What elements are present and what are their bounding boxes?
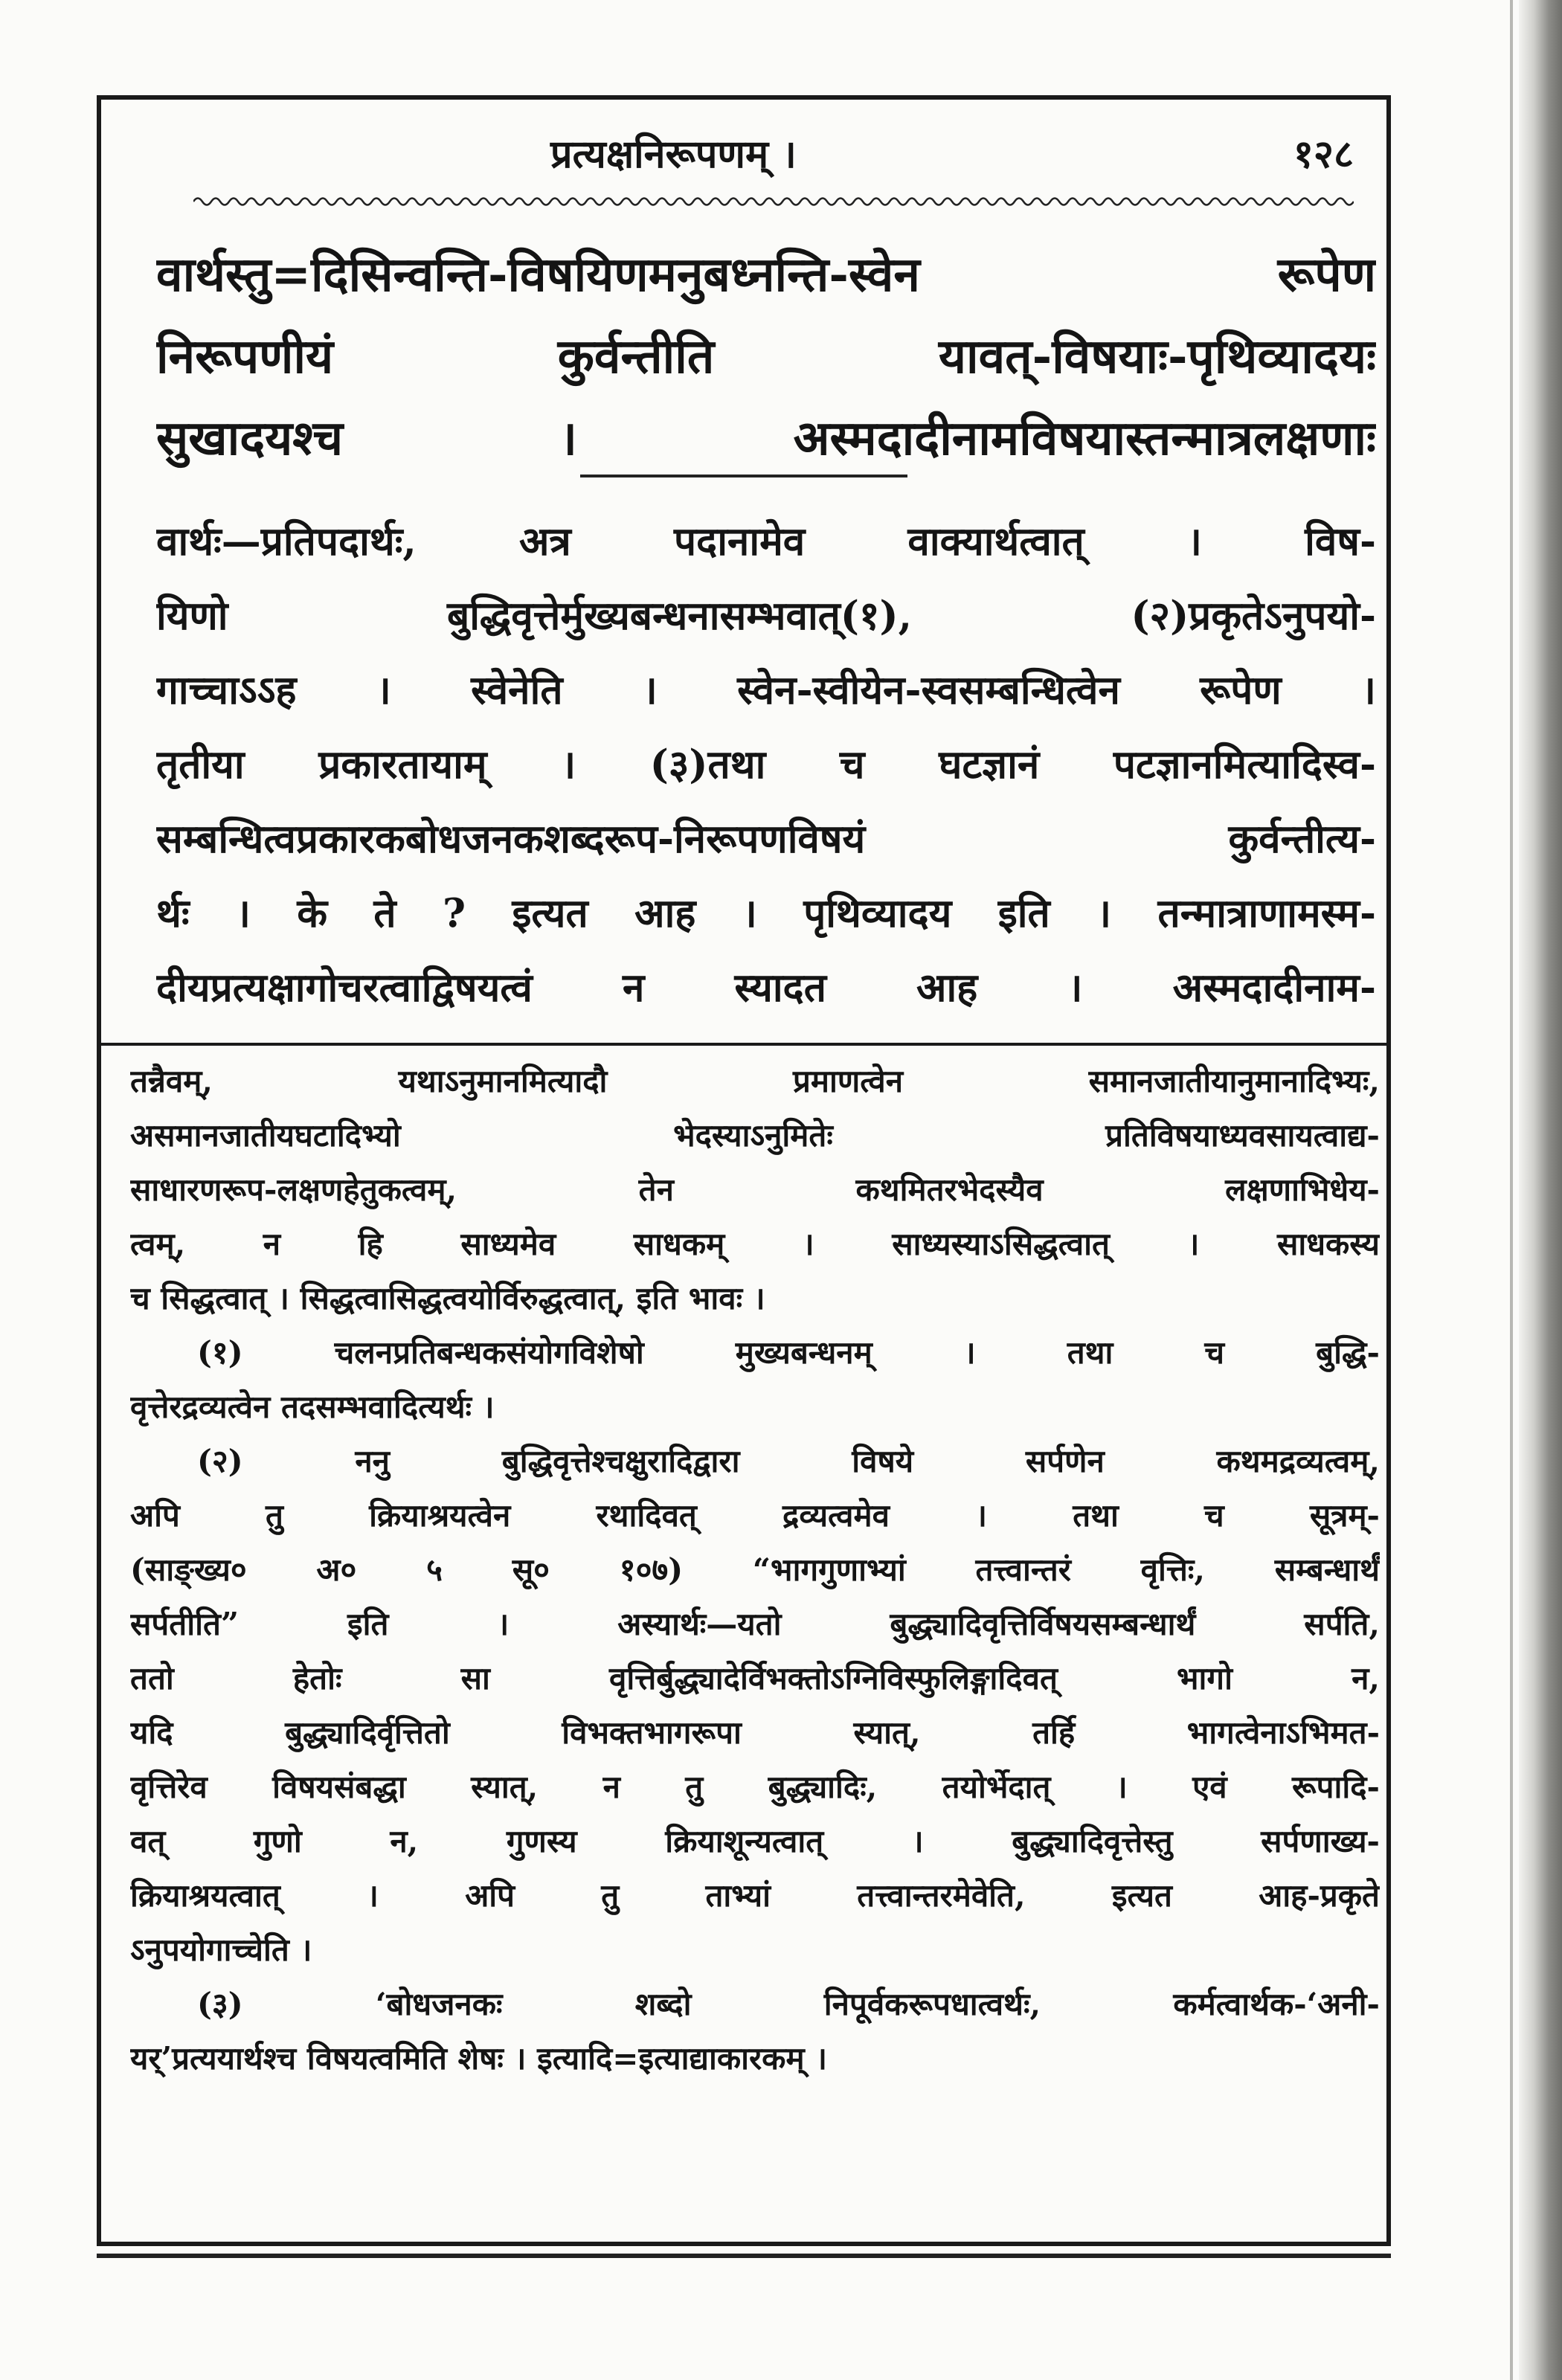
running-head: प्रत्यक्षनिरूपणम् ।: [550, 132, 797, 177]
scan-gutter-line: [1510, 0, 1513, 2380]
footnote-2-line: वृत्तिरेव विषयसंबद्धा स्यात्, न तु बुद्ध्यादिः, तयोर्भेदात् । एवं रूपादि-: [130, 1769, 1380, 1805]
footnote-2-line: ऽनुपयोगाच्चेति ।: [130, 1932, 312, 1968]
footnote-separator: [101, 1043, 1386, 1046]
commentary-line: सम्बन्धित्वप्रकारकबोधजनकशब्दरूप-निरूपणविषयं कुर्वन्तीत्य-: [156, 816, 1376, 862]
page-header: [164, 126, 1354, 193]
footnote-2-line: (२) ननु बुद्धिवृत्तेश्चक्षुरादिद्वारा विषये सर्पणेन कथमद्रव्यत्वम्,: [197, 1443, 1380, 1479]
commentary-line: यिणो बुद्धिवृत्तेर्मुख्यबन्धनासम्भवात्(१), (२)प्रकृतेऽनुपयो-: [156, 593, 1376, 639]
footnote-2-line: क्रियाश्रयत्वात् । अपि तु ताभ्यां तत्त्वान्तरमेवेति, इत्यत आह-प्रकृते: [130, 1877, 1380, 1914]
footnote-line: त्वम्, न हि साध्यमेव साधकम् । साध्यस्याऽसिद्धत्वात् । साधकस्य: [130, 1226, 1380, 1262]
verse-line: निरूपणीयं कुर्वन्तीति यावत्-विषयाः-पृथिव्यादयः: [156, 329, 1376, 385]
commentary-block: [156, 506, 1376, 1026]
page-number: १२८: [1293, 132, 1354, 177]
verse-block: [156, 238, 1376, 483]
footnote-2-line: वत् गुणो न, गुणस्य क्रियाशून्यत्वात् । बुद्ध्यादिवृत्तेस्तु सर्पणाख्य-: [130, 1823, 1380, 1859]
footnote-3-line: यर्’प्रत्ययार्थश्च विषयत्वमिति शेषः । इत्यादि=इत्याद्याकारकम् ।: [130, 2040, 828, 2077]
footnote-line: तन्नैवम्, यथाऽनुमानमित्यादौ प्रमाणत्वेन समानजातीयानुमानादिभ्यः,: [130, 1063, 1380, 1099]
footnote-2-line: (साङ्ख्य० अ० ५ सू० १०७) “भागगुणाभ्यां तत्त्वान्तरं वृत्तिः, सम्बन्धार्थं: [130, 1551, 1380, 1588]
wavy-rule: [193, 195, 1354, 208]
footnote-line: असमानजातीयघटादिभ्यो भेदस्याऽनुमितेः प्रतिविषयाध्यवसायत्वाद्य-: [130, 1117, 1380, 1154]
verse-line: सुखादयश्च । अस्मदादीनामविषयास्तन्मात्रलक्षणाः: [156, 411, 1376, 466]
commentary-line: र्थः । के ते ? इत्यत आह । पृथिव्यादय इति । तन्मात्राणामस्म-: [156, 890, 1376, 936]
verse-line: वार्थस्तु=दिसिन्वन्ति-विषयिणमनुबध्नन्ति-स्वेन रूपेण: [156, 247, 1376, 303]
footnote-line: च सिद्धत्वात् । सिद्धत्वासिद्धत्वयोर्विरुद्धत्वात्, इति भावः ।: [130, 1280, 765, 1316]
footnote-2-line: अपि तु क्रियाश्रयत्वेन रथादिवत् द्रव्यत्वमेव । तथा च सूत्रम्-: [130, 1497, 1380, 1534]
footnote-2-line: सर्पतीति” इति । अस्यार्थः—यतो बुद्ध्यादिवृत्तिर्विषयसम्बन्धार्थं सर्पति,: [130, 1606, 1380, 1642]
footnote-3-line: (३) ‘बोधजनकः शब्दो निपूर्वकरूपधात्वर्थः, कर्मत्वार्थक-‘अनी-: [197, 1986, 1380, 2022]
section-divider: [580, 475, 907, 477]
footnote-line: साधारणरूप-लक्षणहेतुकत्वम्, तेन कथमितरभेदस्यैव लक्षणाभिधेय-: [130, 1171, 1380, 1208]
commentary-line: तृतीया प्रकारतायाम् । (३)तथा च घटज्ञानं पटज्ञानमित्यादिस्व-: [156, 742, 1376, 788]
scan-page-edge: [1519, 0, 1562, 2380]
commentary-line: दीयप्रत्यक्षागोचरत्वाद्विषयत्वं न स्यादत आह । अस्मदादीनाम-: [156, 965, 1376, 1011]
commentary-line: गाच्चाऽऽह । स्वेनेति । स्वेन-स्वीयेन-स्वसम्बन्धित्वेन रूपेण ।: [156, 667, 1376, 713]
commentary-line: वार्थः—प्रतिपदार्थः, अत्र पदानामेव वाक्यार्थत्वात् । विष-: [156, 518, 1376, 565]
footnote-2-line: ततो हेतोः सा वृत्तिर्बुद्ध्यादेर्विभक्तोऽग्निविस्फुलिङ्गादिवत् भागो न,: [130, 1660, 1380, 1696]
footnotes-block: [130, 1055, 1380, 2086]
page-border-bottom: [97, 2254, 1391, 2258]
footnote-2-line: यदि बुद्ध्यादिर्वृत्तितो विभक्तभागरूपा स्यात्, तर्हि भागत्वेनाऽभिमत-: [130, 1714, 1380, 1751]
footnote-1-line: वृत्तेरद्रव्यत्वेन तदसम्भवादित्यर्थः ।: [130, 1389, 495, 1425]
footnote-1-line: (१) चलनप्रतिबन्धकसंयोगविशेषो मुख्यबन्धनम् । तथा च बुद्धि-: [197, 1334, 1380, 1371]
